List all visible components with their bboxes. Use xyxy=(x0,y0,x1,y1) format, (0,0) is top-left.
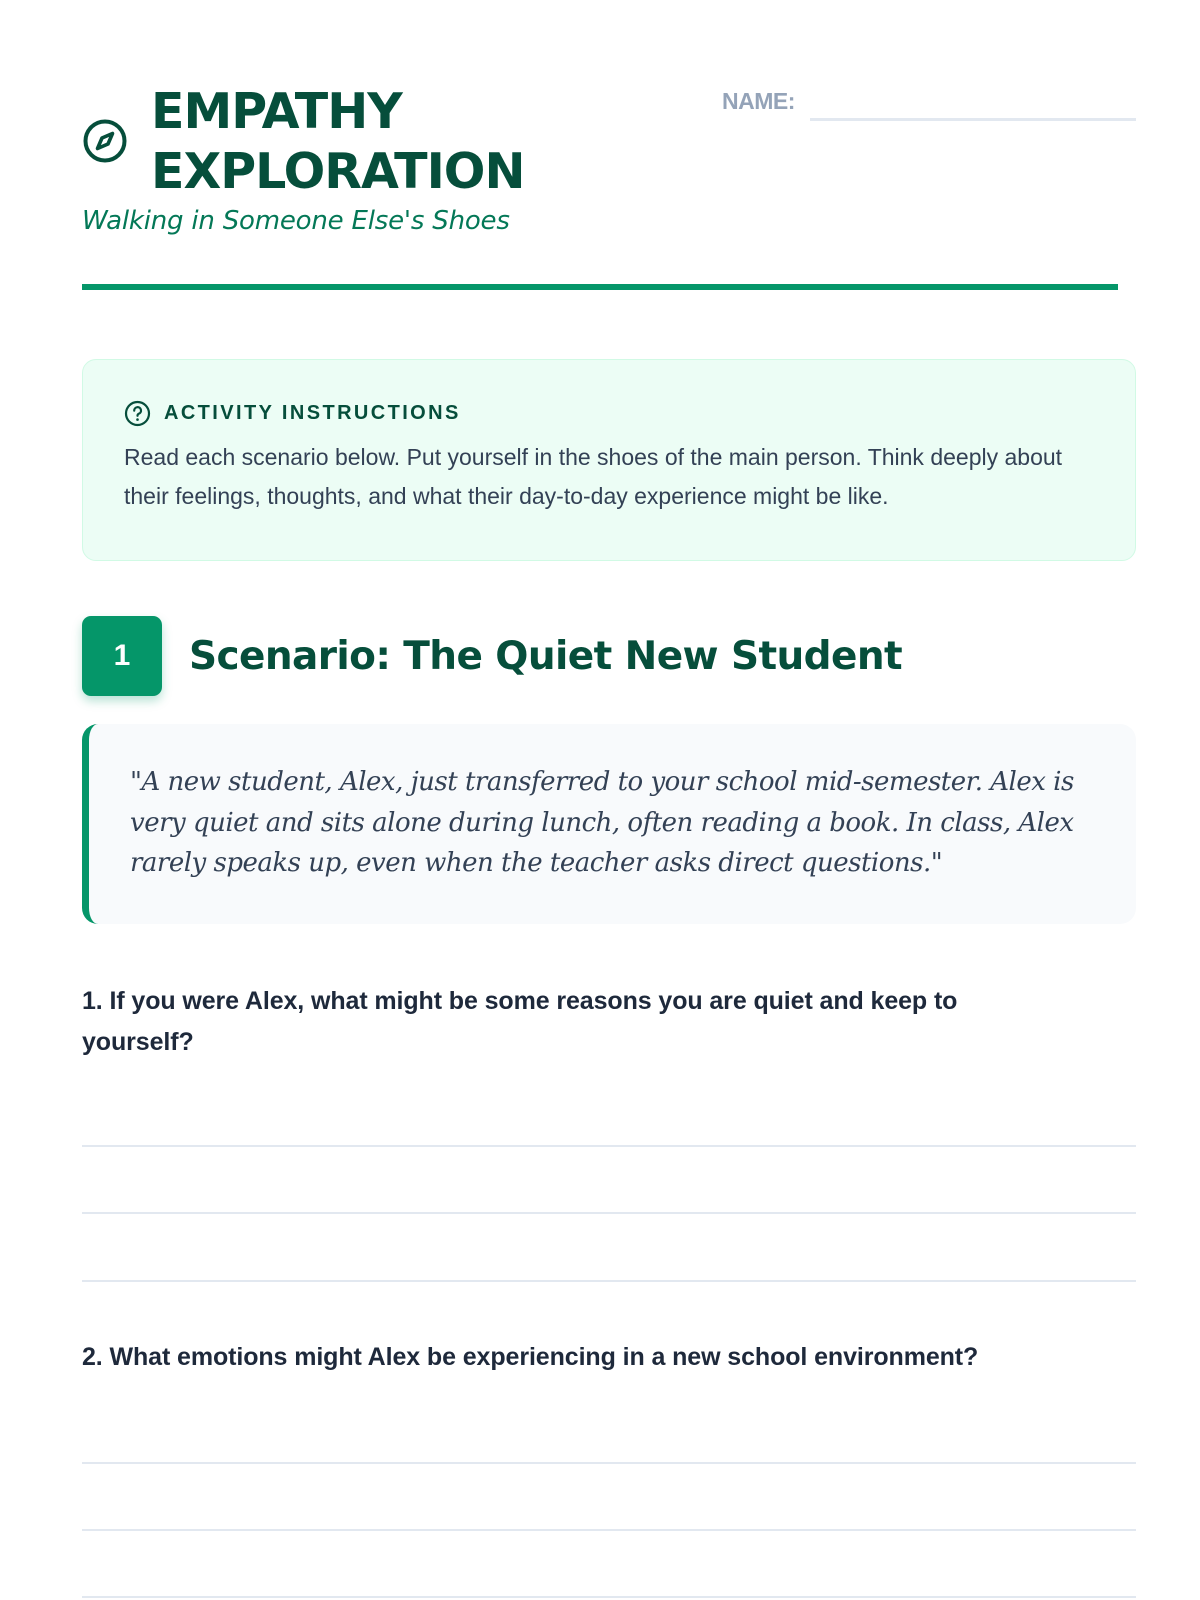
scenario-quote: "A new student, Alex, just transferred to your school mid-semester. Alex is very quiet and sits alone during lunch, often reading a book. In class, Alex rarely speaks up, even when the teacher asks direct questions." xyxy=(82,724,1136,924)
scenario-number-badge: 1 xyxy=(82,616,162,696)
instructions-title: ACTIVITY INSTRUCTIONS xyxy=(164,402,461,424)
scenario-heading xyxy=(82,616,902,696)
answer-line[interactable] xyxy=(82,1462,1136,1464)
question-2: 2. What emotions might Alex be experiencing in a new school environment? xyxy=(82,1343,979,1371)
question-1: 1. If you were Alex, what might be some reasons you are quiet and keep to yourself? xyxy=(82,987,958,1056)
instructions-text: Read each scenario below. Put yourself in the shoes of the main person. Think deeply about their feelings, thoughts, and what their day-to-day experience might be like. xyxy=(124,444,1063,509)
name-field[interactable] xyxy=(810,118,1136,121)
answer-line[interactable] xyxy=(82,1145,1136,1147)
page-title-line-2: EXPLORATION xyxy=(151,143,525,200)
answer-line[interactable] xyxy=(82,1280,1136,1282)
question-circle-icon xyxy=(124,400,151,427)
page-subtitle: Walking in Someone Else's Shoes xyxy=(82,206,510,236)
answer-line[interactable] xyxy=(82,1596,1136,1598)
compass-icon xyxy=(82,118,128,164)
name-label: NAME: xyxy=(722,88,795,114)
page-title-line-1: EMPATHY xyxy=(151,83,402,140)
page-title xyxy=(151,82,524,202)
instructions-header xyxy=(124,400,1095,427)
scenario-title: Scenario: The Quiet New Student xyxy=(189,633,903,679)
instructions-box xyxy=(82,359,1136,561)
answer-line[interactable] xyxy=(82,1212,1136,1214)
header xyxy=(82,0,1118,290)
answer-line[interactable] xyxy=(82,1529,1136,1531)
